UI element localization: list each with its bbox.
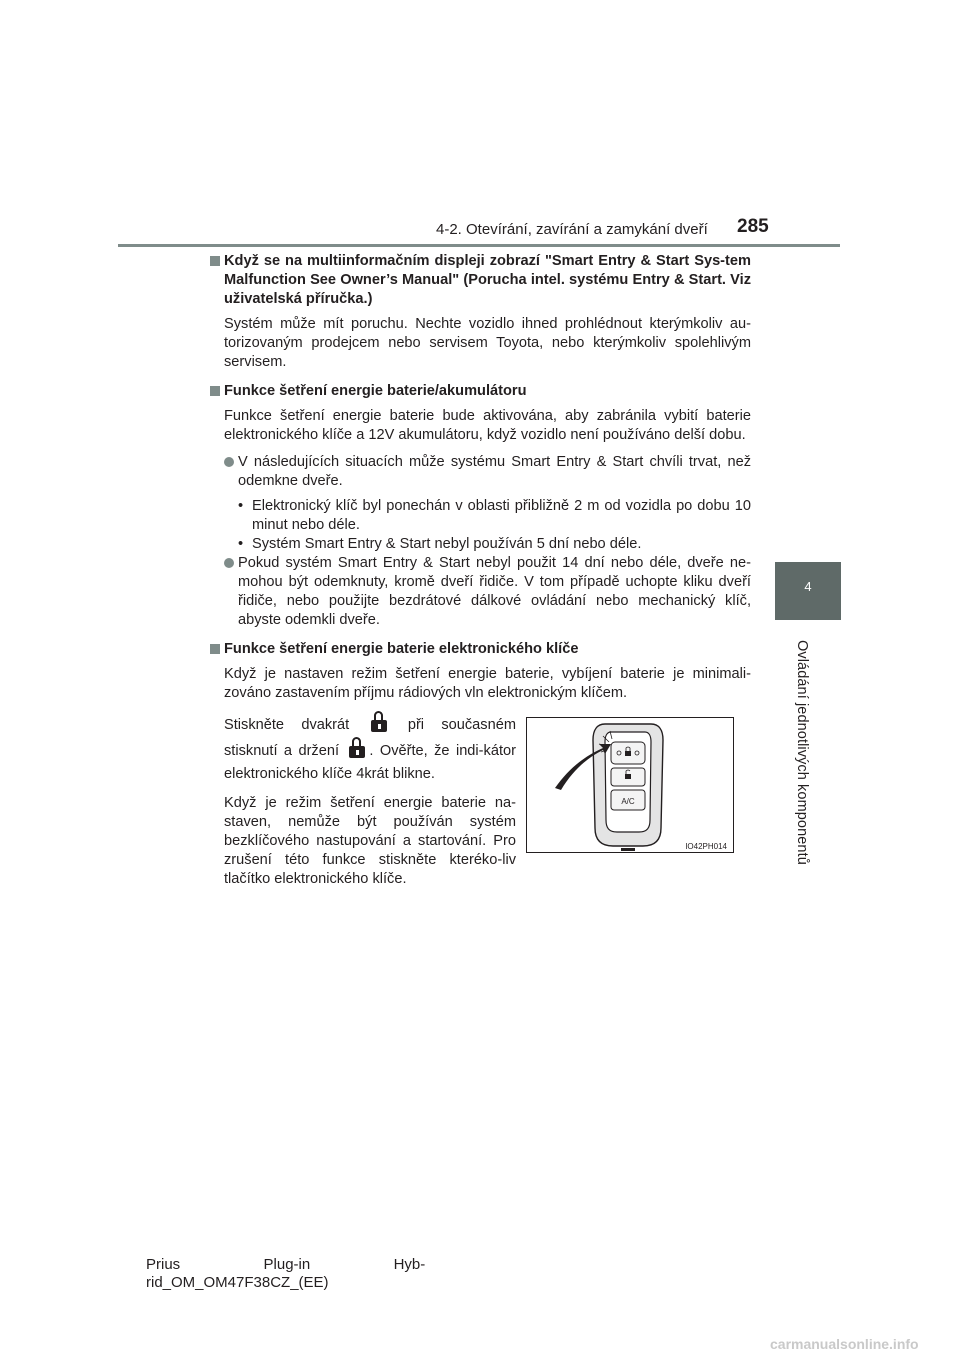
square-bullet-icon: [210, 256, 220, 266]
list-item: V následujících situacích může systému Smart Entry & Start chvíli trvat, než odemkne dveře.: [208, 453, 751, 491]
dot-marker: •: [238, 536, 244, 552]
square-bullet-icon: [210, 386, 220, 396]
sub-list-item: • Systém Smart Entry & Start nebyl používán 5 dní nebo déle.: [238, 536, 642, 552]
side-tab-label: Ovládání jednotlivých komponentů: [794, 640, 810, 865]
section-key-battery-saving: [208, 640, 751, 889]
chapter-title: 4-2. Otevírání, zavírání a zamykání dveří: [436, 221, 708, 238]
ac-button-label: A/C: [621, 797, 635, 806]
sub-list-item: • Elektronický klíč byl ponechán v oblasti přibližně 2 m od vozidla po dobu 10 minut nebo déle.: [238, 498, 751, 533]
lock-icon: [370, 711, 388, 733]
key-fob-figure: [526, 717, 734, 853]
page-number: 285: [737, 216, 769, 237]
footer: [146, 1256, 425, 1292]
footer-line-2: rid_OM_OM47F38CZ_(EE): [146, 1274, 329, 1291]
watermark: carmanualsonline.info: [770, 1336, 919, 1352]
section-malfunction: [208, 252, 751, 372]
instruction-with-figure: [208, 711, 751, 889]
lock-icon: [348, 737, 366, 759]
round-bullet-icon: [224, 558, 234, 568]
section-heading: Funkce šetření energie baterie elektronického klíče: [208, 640, 751, 659]
note-text: Když je režim šetření energie baterie na-staven, nemůže být používán systém bezklíčového nastupování a startování. Pro zrušení této funkce stiskněte kteréko-liv tlačítko elektronického klíče.: [224, 795, 516, 887]
content: [208, 252, 751, 889]
round-bullet-icon: [224, 457, 234, 467]
section-heading: Funkce šetření energie baterie/akumulátoru: [208, 382, 751, 401]
footer-line-1: Prius Plug-in Hyb-: [146, 1256, 426, 1273]
dot-marker: •: [238, 498, 244, 514]
section-battery-saving: [208, 382, 751, 630]
header-rule: [118, 244, 840, 247]
section-text: Když je nastaven režim šetření energie baterie, vybíjení baterie je minimali-zováno zastavením příjmu rádiových vln elektronickým klíčem.: [224, 666, 751, 701]
key-fob-illustration: [527, 718, 733, 852]
section-heading: Když se na multiinformačním displeji zobrazí "Smart Entry & Start Sys-tem Malfunction See Owner’s Manual" (Porucha intel. systému Entry & Start. Viz uživatelská příručka.): [208, 252, 751, 309]
list-item: Pokud systém Smart Entry & Start nebyl použit 14 dní nebo déle, dveře ne-mohou být odemknuty, kromě dveří řidiče. V tom případě uchopte kliku dveří řidiče, nebo použijte bezdrátové dálkové ovládání nebo mechanický klíč, abyste odemkli dveře.: [208, 554, 751, 630]
section-text: Systém může mít poruchu. Nechte vozidlo ihned prohlédnout kterýmkoliv au-torizovaným prodejcem nebo servisem Toyota, nebo kterýmkoliv spolehlivým servisem.: [224, 316, 751, 370]
section-text: Funkce šetření energie baterie bude aktivována, aby zabránila vybití baterie elektronického klíče a 12V akumulátoru, když vozidlo není používáno delší dobu.: [224, 408, 751, 443]
instruction-text: Stiskněte dvakrát při současném stisknutí a držení . Ověřte, že indi-kátor elektronického klíče 4krát blikne. Když je režim šetření energie baterie na-staven, nemůže být používán systém bezklíčového nastupování a startování. Pro zrušení této funkce stiskněte kteréko-liv tlačítko elektronického klíče.: [208, 711, 516, 889]
side-tab-number: 4: [804, 579, 812, 594]
side-tab: [775, 562, 841, 620]
square-bullet-icon: [210, 644, 220, 654]
figure-code: IO42PH014: [685, 842, 727, 851]
